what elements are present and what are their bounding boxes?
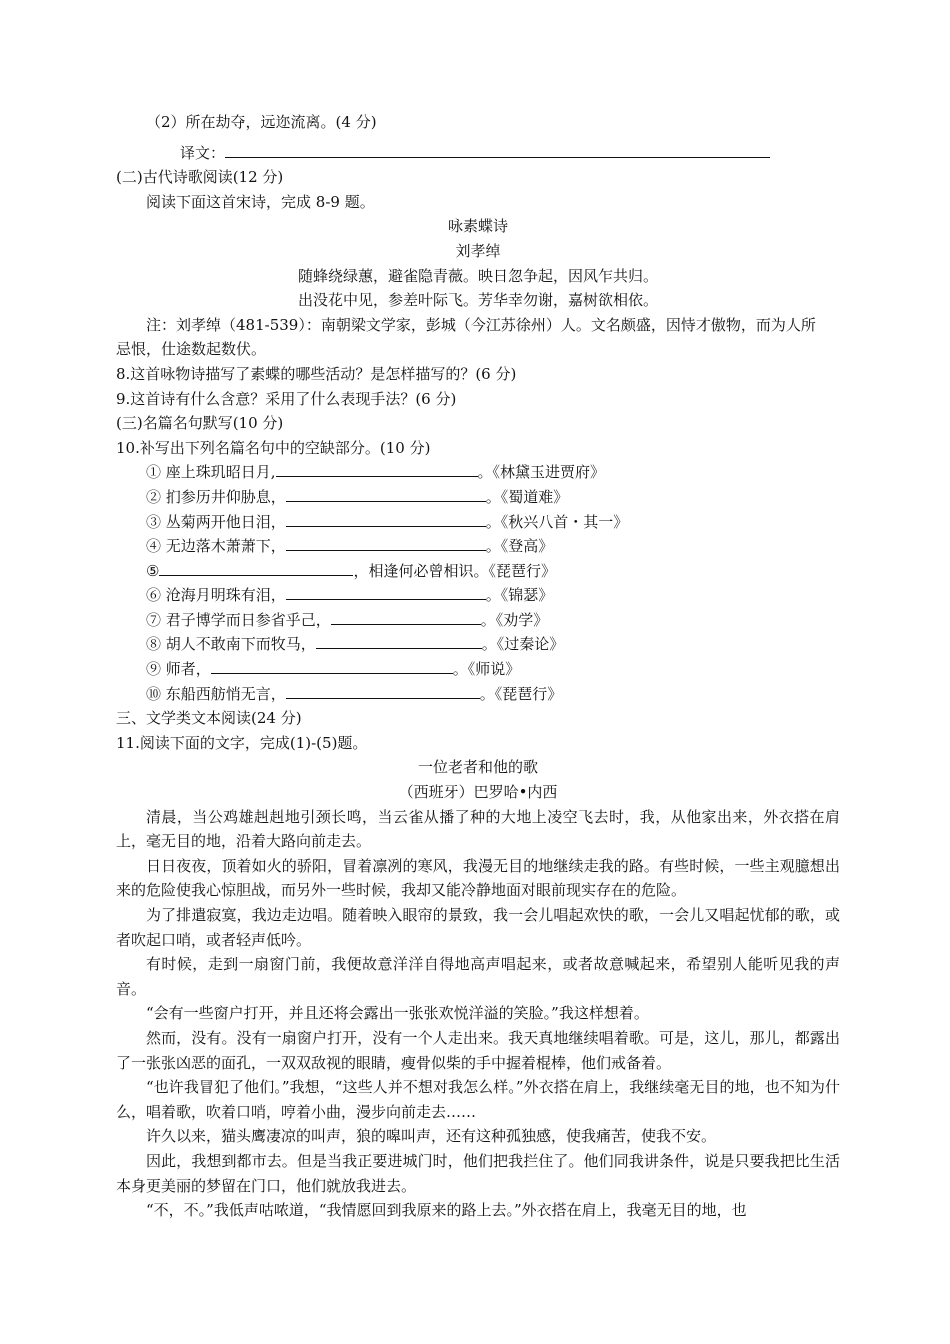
recite-prompt: ⑧ 胡人不敢南下而牧马， [146, 635, 316, 654]
q2-item: （2）所在劫夺，远迩流离。(4 分) [146, 113, 377, 131]
answer-blank[interactable] [276, 462, 478, 477]
story-paragraph: 因此，我想到都市去。但是当我正要进城门时，他们把我拦住了。他们同我讲条件，说是只要我把比生活本身更美丽的梦留在门口，他们就放我进去。 [116, 1151, 840, 1195]
poem-note-1: 注：刘孝绰（481-539）：南朝梁文学家，彭城（今江苏徐州）人。文名颇盛，因恃才傲物，而为人所 [146, 315, 816, 334]
recite-source: 。《劝学》 [480, 610, 549, 629]
question-10: 10.补写出下列名篇名句中的空缺部分。(10 分) [116, 438, 431, 457]
answer-blank[interactable] [159, 561, 353, 576]
recite-item [116, 632, 840, 657]
recite-source: 。《林黛玉进贾府》 [477, 463, 606, 482]
recite-item [116, 608, 840, 633]
translation-blank[interactable] [225, 143, 770, 158]
poem-note-2: 忌恨，仕途数起数伏。 [116, 340, 267, 359]
recite-prompt: ⑦ 君子博学而日参省乎己， [146, 610, 331, 629]
poem-section-heading: (二)古代诗歌阅读(12 分) [116, 168, 284, 187]
story-paragraph: 清晨，当公鸡雄赳赳地引颈长鸣，当云雀从播了种的大地上凌空飞去时，我，从他家出来，外衣搭在肩上，毫无目的地，沿着大路向前走去。 [116, 807, 840, 851]
recite-source: 。《琵琶行》 [479, 684, 563, 703]
story-paragraph: 日日夜夜，顶着如火的骄阳，冒着凛冽的寒风，我漫无目的地继续走我的路。有些时候，一些主观臆想出来的危险使我心惊胆战，而另外一些时候，我却又能冷静地面对眼前现实存在的危险。 [116, 856, 840, 900]
recite-prompt: ② 扪参历井仰胁息， [146, 487, 286, 506]
question-11: 11.阅读下面的文字，完成(1)-(5)题。 [116, 733, 368, 752]
recite-prompt: ④ 无边落木萧萧下， [146, 537, 286, 556]
recite-source: 。《秋兴八首・其一》 [485, 512, 629, 531]
answer-blank[interactable] [286, 585, 486, 600]
story-author: （西班牙）巴罗哈•内西 [398, 783, 558, 802]
recite-item [116, 485, 840, 510]
recite-prompt: ③ 丛菊两开他日泪， [146, 512, 286, 531]
recite-source: 。《师说》 [452, 660, 521, 679]
recite-item [116, 657, 840, 682]
recite-prompt: ① 座上珠玑昭日月, [146, 463, 276, 482]
recite-prompt: ⑩ 东船西舫悄无言， [146, 684, 286, 703]
recite-item [116, 534, 840, 559]
literature-section-heading: 三、文学类文本阅读(24 分) [116, 709, 302, 728]
poem-line-2: 出没花中见，参差叶际飞。芳华幸勿谢，嘉树欲相依。 [297, 291, 658, 310]
poem-instruction: 阅读下面这首宋诗，完成 8-9 题。 [146, 192, 375, 211]
story-title: 一位老者和他的歌 [417, 758, 538, 777]
poem-title: 咏素蝶诗 [447, 217, 508, 236]
story-paragraph: “会有一些窗户打开，并且还将会露出一张张欢悦洋溢的笑脸。”我这样想着。 [146, 1004, 649, 1023]
story-paragraph: 许久以来，猫头鹰凄凉的叫声，狼的嗥叫声，还有这种孤独感，使我痛苦，使我不安。 [146, 1127, 717, 1146]
poem-author: 刘孝绰 [455, 241, 501, 260]
recite-item [116, 583, 840, 608]
recite-source: 。《登高》 [485, 537, 554, 556]
recite-source: 。《蜀道难》 [485, 487, 569, 506]
translation-label: 译文： [180, 143, 226, 162]
recite-section-heading: (三)名篇名句默写(10 分) [116, 414, 284, 433]
recite-source: ，相逢何必曾相识。《琵琶行》 [353, 561, 556, 580]
recite-source: 。《锦瑟》 [485, 586, 554, 605]
answer-blank[interactable] [286, 512, 486, 527]
recite-item [116, 510, 840, 535]
story-paragraph: 有时候，走到一扇窗门前，我便故意洋洋自得地高声唱起来，或者故意喊起来，希望别人能听见我的声音。 [116, 955, 840, 998]
recite-item [116, 682, 840, 707]
story-paragraph: 为了排遣寂寞，我边走边唱。随着映入眼帘的景致，我一会儿唱起欢快的歌，一会儿又唱起忧郁的歌，或者吹起口哨，或者轻声低吟。 [116, 906, 840, 949]
answer-blank[interactable] [286, 487, 486, 502]
story-paragraph: “不，不。”我低声咕哝道，“我情愿回到我原来的路上去。”外衣搭在肩上，我毫无目的地，也 [146, 1201, 747, 1220]
recite-item [116, 559, 840, 584]
recite-source: 。《过秦论》 [481, 635, 565, 654]
recite-prompt: ⑤ [146, 561, 160, 580]
exam-content [116, 110, 840, 1223]
answer-blank[interactable] [211, 659, 453, 674]
answer-blank[interactable] [286, 536, 486, 551]
poem-line-1: 随蜂绕绿蕙，避雀隐青薇。映日忽争起，因风乍共归。 [297, 266, 658, 285]
recite-prompt: ⑨ 师者， [146, 660, 211, 679]
question-9: 9.这首诗有什么含意？采用了什么表现手法？(6 分) [116, 389, 457, 408]
story-paragraph: 然而，没有。没有一扇窗户打开，没有一个人走出来。我天真地继续唱着歌。可是，这儿，那儿，都露出了一张张凶恶的面孔，一双双敌视的眼睛，瘦骨似柴的手中握着棍棒，他们戒备着。 [116, 1028, 840, 1072]
answer-blank[interactable] [316, 634, 482, 649]
recite-prompt: ⑥ 沧海月明珠有泪， [146, 586, 286, 605]
translation-line [116, 141, 840, 166]
question-8: 8.这首咏物诗描写了素蝶的哪些活动？是怎样描写的？(6 分) [116, 364, 517, 383]
answer-blank[interactable] [286, 684, 480, 699]
story-paragraph: “也许我冒犯了他们。”我想，“这些人并不想对我怎么样。”外衣搭在肩上，我继续毫无目的地，也不知为什么，唱着歌，吹着口哨，哼着小曲，漫步向前走去…… [116, 1078, 840, 1121]
recite-item [116, 460, 840, 485]
answer-blank[interactable] [331, 610, 481, 625]
